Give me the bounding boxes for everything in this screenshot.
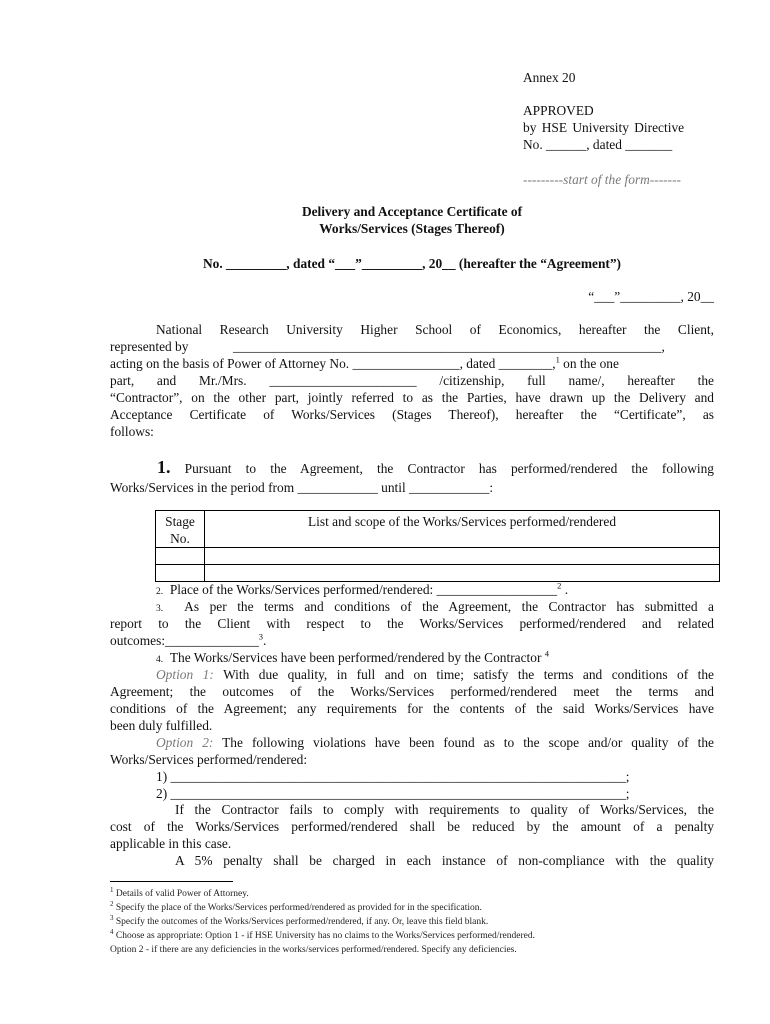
footnote-3-text: Specify the outcomes of the Works/Services performed/rendered, if any. Or, leave this field blank.: [113, 917, 489, 927]
footnote-3-num: 3: [110, 913, 114, 922]
footnote-ref-1: 1: [555, 354, 560, 365]
footnote-ref-4: 4: [544, 648, 550, 659]
option1-line-1: [156, 666, 714, 683]
footnote-2: [110, 899, 482, 914]
item1-text: Pursuant to the Agreement, the Contractor has performed/rendered the following: [170, 461, 714, 476]
table-header-scope: List and scope of the Works/Services performed/rendered: [205, 511, 720, 548]
annex-label: Annex 20: [523, 70, 576, 85]
penalty-line-2: cost of the Works/Services performed/rendered shall be reduced by the amount of a penalty: [110, 819, 714, 834]
violation-line-1: 1) ____________________________________________________________________;: [156, 769, 630, 784]
option2-label: Option 2:: [156, 735, 214, 750]
option2-text: The following violations have been found as to the scope and/or quality of the: [213, 735, 714, 750]
item4-text: The Works/Services have been performed/rendered by the Contractor: [169, 650, 542, 665]
footnote-1: [110, 885, 249, 900]
document-title-line1: Delivery and Acceptance Certificate of: [301, 204, 523, 219]
item1-line-2: Works/Services in the period from ____________ until ____________:: [110, 480, 494, 495]
intro-line-6: Acceptance Certificate of Works/Services (Stages Thereof), hereafter the “Certificate”, as: [110, 407, 714, 422]
item2-text: Place of the Works/Services performed/rendered: __________________: [169, 582, 558, 597]
item3-line-3: [110, 632, 266, 649]
directive-number: No. ______, dated _______: [523, 137, 673, 152]
intro-line-4: part, and Mr./Mrs. ______________________ /citizenship, full name/, hereafter the: [110, 373, 714, 388]
violation-line-2: 2) ____________________________________________________________________;: [156, 786, 630, 801]
footnote-4: [110, 927, 535, 942]
item4-number: 4.: [156, 655, 164, 665]
document-title-line2: Works/Services (Stages Thereof): [319, 221, 505, 236]
footnote-1-text: Details of valid Power of Attorney.: [113, 889, 249, 899]
item1-line-1: [157, 459, 714, 477]
penalty-line-1: If the Contractor fails to comply with requirements to quality of Works/Services, the: [175, 802, 714, 817]
agreement-reference: No. _________, dated “___”_________, 20__ (hereafter the “Agreement”): [202, 256, 622, 271]
intro-line-2b: ________________________________________________________________,: [233, 339, 665, 354]
penalty-line-4: A 5% penalty shall be charged in each instance of non-compliance with the quality: [175, 853, 714, 868]
table-cell[interactable]: [205, 565, 720, 582]
table-cell[interactable]: [205, 548, 720, 565]
footnote-2-num: 2: [110, 899, 114, 908]
directive-label: by HSE University Directive: [523, 120, 685, 135]
table-cell[interactable]: [156, 548, 205, 565]
approved-label: APPROVED: [523, 103, 594, 118]
option1-line-3: conditions of the Agreement; any requirements for the contents of the said Works/Services have: [110, 701, 714, 716]
certificate-date: “___”_________, 20__: [588, 289, 714, 304]
intro-line-5: “Contractor”, on the other part, jointly referred to as the Parties, have drawn up the Delivery and: [110, 390, 714, 405]
table-header-stage: Stage No.: [156, 511, 205, 548]
intro-line-3: [110, 355, 714, 372]
intro-line-3-text: acting on the basis of Power of Attorney No. ________________, dated ________,: [110, 356, 556, 371]
footnote-ref-3: 3: [258, 631, 264, 642]
option1-text: With due quality, in full and on time; satisfy the terms and conditions of the: [213, 667, 714, 682]
footnote-4-continued: Option 2 - if there are any deficiencies in the works/services performed/rendered. Specify any deficiencies.: [110, 945, 517, 955]
footnote-2-text: Specify the place of the Works/Services performed/rendered as provided for in the specification.: [113, 903, 482, 913]
item2-end: .: [561, 582, 569, 597]
intro-line-2a: represented by: [110, 339, 189, 354]
intro-line-7: follows:: [110, 424, 154, 439]
intro-line-1: National Research University Higher School of Economics, hereafter the Client,: [156, 322, 714, 337]
item3-number: 3.: [156, 604, 164, 614]
item1-number: 1.: [157, 457, 171, 477]
item3-outcomes: outcomes:______________: [110, 633, 259, 648]
form-start-marker: ---------start of the form-------: [523, 172, 682, 187]
footnote-3: [110, 913, 489, 928]
option1-line-2: Agreement; the outcomes of the Works/Services performed/rendered meet the terms and: [110, 684, 714, 699]
footnote-ref-2: 2: [557, 580, 562, 591]
footnote-4-text: Choose as appropriate: Option 1 - if HSE University has no claims to the Works/Services performed/rendered.: [113, 931, 535, 941]
item3-line-2: report to the Client with respect to the Works/Services performed/rendered and related: [110, 616, 714, 631]
item2-number: 2.: [156, 587, 164, 597]
footnote-4-num: 4: [110, 927, 114, 936]
table-cell[interactable]: [156, 565, 205, 582]
footnote-1-num: 1: [110, 885, 114, 894]
option1-label: Option 1:: [156, 667, 214, 682]
item3-text: As per the terms and conditions of the Agreement, the Contractor has submitted a: [184, 599, 714, 614]
penalty-line-3: applicable in this case.: [110, 836, 232, 851]
option1-line-4: been duly fulfilled.: [110, 718, 213, 733]
works-table: [155, 510, 720, 582]
intro-line-3-end: on the one: [559, 356, 619, 371]
option2-line-1: [156, 734, 714, 751]
option2-line-2: Works/Services performed/rendered:: [110, 752, 308, 767]
item3-end: .: [263, 633, 267, 648]
footnote-divider: [110, 881, 233, 882]
